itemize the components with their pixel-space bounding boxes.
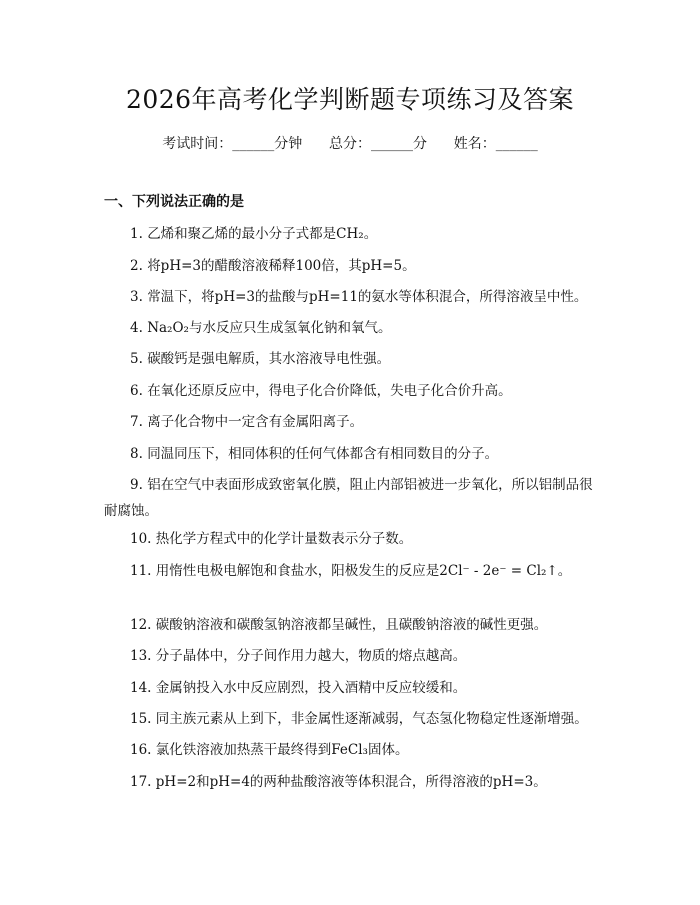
question-text: 热化学方程式中的化学计量数表示分子数。 xyxy=(155,531,413,547)
question-item xyxy=(104,769,604,795)
question-text: Na₂O₂与水反应只生成氢氧化钠和氧气。 xyxy=(147,320,392,336)
question-item xyxy=(104,253,604,279)
question-number: 12. xyxy=(130,617,152,633)
question-number: 17. xyxy=(130,774,152,790)
question-number: 14. xyxy=(130,680,152,696)
question-item xyxy=(104,409,604,435)
question-number: 3. xyxy=(130,289,143,305)
question-number: 10. xyxy=(130,531,152,547)
question-item xyxy=(104,472,604,524)
question-item xyxy=(104,378,604,404)
question-item xyxy=(104,441,604,467)
question-item xyxy=(104,558,604,584)
question-text: 将pH=3的醋酸溶液稀释100倍，其pH=5。 xyxy=(147,258,416,274)
question-item xyxy=(104,612,604,638)
question-item xyxy=(104,737,604,763)
question-text: 碳酸钙是强电解质，其水溶液导电性强。 xyxy=(147,351,391,367)
question-text: 氯化铁溶液加热蒸干最终得到FeCl₃固体。 xyxy=(155,742,409,758)
question-text: 用惰性电极电解饱和食盐水，阳极发生的反应是2Cl⁻ - 2e⁻ = Cl₂↑。 xyxy=(155,563,572,579)
question-number: 4. xyxy=(130,320,143,336)
question-number: 7. xyxy=(130,414,143,430)
exam-info-line: 考试时间：______分钟 总分：______分 姓名：______ xyxy=(162,136,538,152)
question-item xyxy=(104,315,604,341)
question-number: 11. xyxy=(130,563,152,579)
question-number: 13. xyxy=(130,648,152,664)
question-number: 5. xyxy=(130,351,143,367)
question-number: 6. xyxy=(130,383,143,399)
question-item xyxy=(104,526,604,552)
question-text: 常温下，将pH=3的盐酸与pH=11的氨水等体积混合，所得溶液呈中性。 xyxy=(147,289,588,305)
question-text: 铝在空气中表面形成致密氧化膜，阻止内部铝被进一步氧化，所以铝制品很耐腐蚀。 xyxy=(104,477,593,519)
section-heading: 一、下列说法正确的是 xyxy=(104,194,244,210)
question-text: pH=2和pH=4的两种盐酸溶液等体积混合，所得溶液的pH=3。 xyxy=(155,774,547,790)
question-text: 分子晶体中，分子间作用力越大，物质的熔点越高。 xyxy=(155,648,467,664)
question-number: 8. xyxy=(130,446,143,462)
document-title: 2026年高考化学判断题专项练习及答案 xyxy=(125,85,575,114)
question-item xyxy=(104,346,604,372)
question-number: 1. xyxy=(130,226,143,242)
question-item xyxy=(104,284,604,310)
question-item xyxy=(104,675,604,701)
question-number: 2. xyxy=(130,258,143,274)
question-number: 9. xyxy=(130,477,143,493)
question-text: 金属钠投入水中反应剧烈，投入酒精中反应较缓和。 xyxy=(155,680,467,696)
question-text: 离子化合物中一定含有金属阳离子。 xyxy=(147,414,364,430)
question-item xyxy=(104,643,604,669)
question-item xyxy=(104,221,604,247)
question-number: 15. xyxy=(130,711,152,727)
question-text: 乙烯和聚乙烯的最小分子式都是CH₂。 xyxy=(147,226,378,242)
question-text: 在氧化还原反应中，得电子化合价降低，失电子化合价升高。 xyxy=(147,383,512,399)
question-text: 同主族元素从上到下，非金属性逐渐减弱，气态氢化物稳定性逐渐增强。 xyxy=(155,711,588,727)
question-number: 16. xyxy=(130,742,152,758)
question-text: 碳酸钠溶液和碳酸氢钠溶液都呈碱性，且碳酸钠溶液的碱性更强。 xyxy=(155,617,548,633)
question-text: 同温同压下，相同体积的任何气体都含有相同数目的分子。 xyxy=(147,446,499,462)
question-item xyxy=(104,706,604,732)
